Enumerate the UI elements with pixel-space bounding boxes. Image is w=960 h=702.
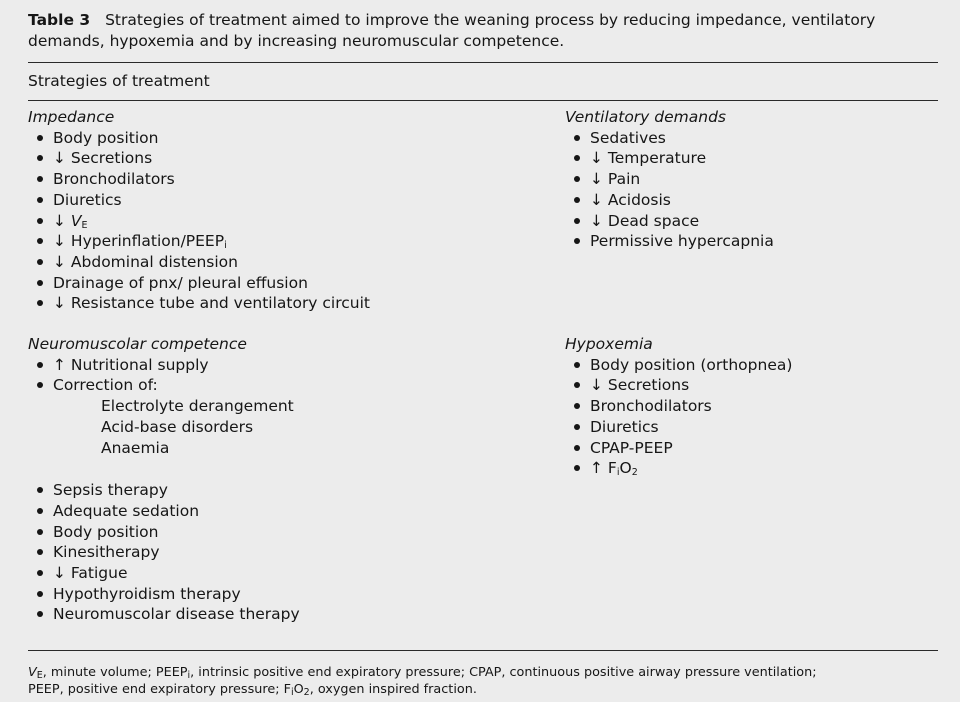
list-item: ↓ Hyperinflation/$PEEP_i$ — [28, 231, 370, 252]
list-item: Kinesitherapy — [28, 542, 300, 563]
list-item: ↓ Fatigue — [28, 563, 300, 584]
section-ventilatory-demands — [565, 107, 774, 252]
ventilatory-list — [565, 128, 774, 252]
section-title: Ventilatory demands — [565, 108, 726, 126]
list-item: ↓ Secretions — [565, 375, 792, 396]
section-title: Hypoxemia — [565, 335, 653, 353]
top-rule — [28, 62, 938, 63]
sub-list-item: Electrolyte derangement — [101, 397, 294, 416]
section-title: Neuromuscolar competence — [28, 335, 247, 353]
list-item: Bronchodilators — [565, 396, 792, 417]
list-item: Permissive hypercapnia — [565, 231, 774, 252]
list-item: CPAP-PEEP — [565, 438, 792, 459]
list-item: Diuretics — [28, 190, 370, 211]
column-header: Strategies of treatment — [28, 72, 210, 90]
section-hypoxemia — [565, 334, 792, 479]
list-item: ↑ Nutritional supply — [28, 355, 300, 376]
list-item: ↓ Dead space — [565, 211, 774, 232]
sub-list-item: Acid-base disorders — [101, 417, 254, 436]
section-neuromuscular-competence — [28, 334, 300, 625]
list-item: Hypothyroidism therapy — [28, 584, 300, 605]
list-item: Drainage of pnx/ pleural effusion — [28, 273, 370, 294]
list-item: ↑ $F_iO_2$ — [565, 458, 792, 479]
table-caption — [28, 10, 940, 52]
list-item: Body position — [28, 128, 370, 149]
list-item: Diuretics — [565, 417, 792, 438]
list-item: Body position — [28, 522, 300, 543]
section-title: Impedance — [28, 108, 115, 126]
table-label: Table 3 — [28, 11, 91, 29]
list-item: ↓ Abdominal distension — [28, 252, 370, 273]
neuromuscular-list — [28, 355, 300, 625]
list-item: ↓ Acidosis — [565, 190, 774, 211]
list-item: ↓ Resistance tube and ventilatory circuit — [28, 293, 370, 314]
bottom-rule — [28, 650, 938, 651]
list-item: Neuromuscolar disease therapy — [28, 604, 300, 625]
list-item: ↓ Secretions — [28, 148, 370, 169]
sub-list-item: Anaemia — [101, 438, 170, 457]
list-item: Correction of: — [28, 375, 300, 396]
list-item: Sedatives — [565, 128, 774, 149]
table-footnote — [28, 664, 940, 698]
list-item: ↓ $V_E$ — [28, 211, 370, 232]
list-item: Adequate sedation — [28, 501, 300, 522]
list-item: Body position (orthopnea) — [565, 355, 792, 376]
table-caption-text: Strategies of treatment aimed to improve the weaning process by reducing impedance, ventilatory demands, hypoxemia and by increasing neuromuscular competence. — [28, 11, 876, 50]
list-item: ↓ Pain — [565, 169, 774, 190]
list-item: Sepsis therapy — [28, 480, 300, 501]
list-item: ↓ Temperature — [565, 148, 774, 169]
footnote-line: $V_E$, minute volume; $PEEP_i$, intrinsic positive end expiratory pressure; CPAP, continuous positive airway pressure ventilation; — [28, 665, 817, 681]
section-impedance — [28, 107, 370, 314]
hypoxemia-list — [565, 355, 792, 479]
impedance-list — [28, 128, 370, 314]
list-item: Bronchodilators — [28, 169, 370, 190]
footnote-line: PEEP, positive end expiratory pressure; $F_iO_2$, oxygen inspired fraction. — [28, 682, 477, 698]
header-rule — [28, 100, 938, 101]
